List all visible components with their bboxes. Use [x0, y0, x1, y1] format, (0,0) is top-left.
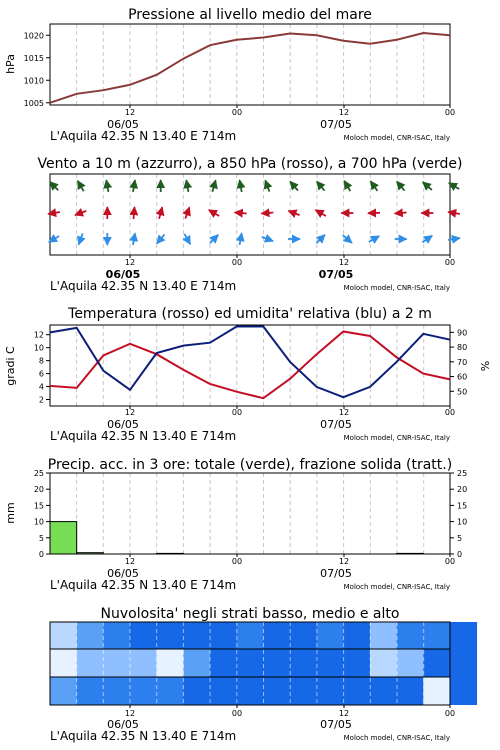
x-tick-label-1: 00 [231, 408, 243, 417]
wind-panel [37, 156, 462, 293]
humidity-y-ticks [450, 328, 467, 396]
wind-arrow-10m-3 [133, 233, 135, 245]
cloud-cell-alto-0 [50, 622, 77, 649]
x-tick-label-2: 12 [338, 108, 350, 117]
cloud-cell-alto-10 [317, 622, 344, 649]
x-tick-label-3: 00 [444, 108, 456, 117]
temperature-panel [4, 306, 492, 443]
pressure-x-ticks [125, 105, 455, 117]
y-tick-label-3: 1020 [23, 31, 44, 41]
wind-arrow-850hpa-7 [235, 213, 247, 214]
pressure-frame [50, 24, 450, 105]
cloud-cell-medio-8 [263, 649, 290, 677]
x-tick-label-3: 00 [444, 258, 456, 267]
cloud-cell-basso-12 [370, 677, 397, 705]
x-tick-label-0: 12 [124, 709, 136, 718]
cloud-cell-medio-4 [157, 649, 184, 677]
y-tick-label-0: 0 [38, 550, 44, 559]
wind-arrow-700hpa-9 [290, 181, 298, 190]
cloud-cell-alto-12 [370, 622, 397, 649]
wind-arrow-700hpa-10 [317, 181, 325, 190]
pressure-gridlines [77, 24, 424, 105]
wind-frame [50, 174, 450, 255]
wind-arrow-700hpa-6 [212, 180, 215, 192]
x-tick-label-3: 00 [444, 408, 456, 417]
pressure-date-1: 06/05 [107, 118, 139, 131]
temperature-credit: Moloch model, CNR-ISAC, Italy [343, 434, 450, 442]
cloud-cell-medio-9 [290, 649, 317, 677]
cloud-cell-basso-1 [77, 677, 104, 705]
y-tick-right-label-1: 5 [457, 533, 463, 543]
pressure-ylabel: hPa [4, 54, 17, 74]
pressure-location: L'Aquila 42.35 N 13.40 E 714m [50, 129, 237, 143]
cloud-cell-medio-0 [50, 649, 77, 677]
wind-arrow-850hpa-8 [261, 213, 273, 214]
cloud-cell-medio-11 [343, 649, 370, 677]
wind-arrow-700hpa-13 [397, 181, 405, 190]
y-tick-label-3: 8 [38, 356, 44, 366]
pressure-y-ticks [24, 31, 50, 108]
wind-gridlines [77, 174, 424, 255]
cloud-cell-basso-10 [317, 677, 344, 705]
y-tick-right-label-2: 70 [457, 357, 468, 367]
y-tick-label-2: 1015 [23, 53, 44, 63]
cloud-cell-alto-9 [290, 622, 317, 649]
precipitation-panel [4, 457, 467, 592]
cloud-cell-basso-4 [157, 677, 184, 705]
wind-arrow-850hpa-5 [185, 207, 189, 218]
cloud-cell-medio-5 [183, 649, 210, 677]
wind-arrow-10m-10 [316, 235, 325, 243]
cloud-cell-basso-0 [50, 677, 77, 705]
cloud-cell-basso-13 [397, 677, 424, 705]
wind-date-1: 06/05 [105, 268, 141, 281]
cloud-cell-medio-3 [130, 649, 157, 677]
cloud-cell-alto-11 [343, 622, 370, 649]
precipitation-date-1: 06/05 [107, 567, 139, 580]
wind-arrow-10m-5 [184, 234, 190, 244]
wind-arrow-700hpa-7 [240, 180, 242, 192]
cloud-cell-medio-10 [317, 649, 344, 677]
y-tick-right-label-4: 20 [457, 485, 468, 495]
wind-arrow-700hpa-12 [371, 181, 378, 191]
cloud-cell-basso-5 [183, 677, 210, 705]
wind-arrow-850hpa-13 [395, 213, 407, 214]
wind-arrow-700hpa-11 [344, 181, 350, 191]
x-tick-label-0: 12 [124, 258, 136, 267]
wind-location: L'Aquila 42.35 N 13.40 E 714m [50, 279, 237, 293]
wind-arrow-10m-6 [210, 235, 218, 243]
wind-arrows [48, 180, 460, 245]
y-tick-right-label-5: 25 [457, 469, 468, 478]
y-tick-right-label-3: 80 [457, 343, 468, 353]
precipitation-date-2: 07/05 [320, 567, 352, 580]
x-tick-label-3: 00 [444, 709, 456, 718]
x-tick-label-3: 00 [444, 557, 456, 566]
cloud-x-ticks [125, 705, 455, 718]
y-tick-label-2: 10 [33, 517, 44, 527]
cloud-cell-alto-3 [130, 622, 157, 649]
temperature-date-1: 06/05 [107, 418, 139, 431]
cloud-cell-basso-6 [210, 677, 237, 705]
temperature-frame [50, 325, 450, 406]
cloud-cell-basso-8 [263, 677, 290, 705]
wind-date-2: 07/05 [318, 268, 354, 281]
y-tick-right-label-0: 0 [457, 550, 463, 559]
pressure-credit: Moloch model, CNR-ISAC, Italy [343, 134, 450, 142]
cloud-cell-basso-14 [423, 677, 450, 705]
y-tick-label-0: 1005 [23, 98, 44, 108]
x-tick-label-1: 00 [231, 258, 243, 267]
cloud-cell-alto-15 [450, 622, 477, 649]
x-tick-label-0: 12 [124, 557, 136, 566]
precipitation-gridlines [77, 473, 424, 554]
humidity-ylabel: % [479, 360, 492, 372]
cloud-cell-medio-1 [77, 649, 104, 677]
x-tick-label-1: 00 [231, 557, 243, 566]
precipitation-credit: Moloch model, CNR-ISAC, Italy [343, 583, 450, 591]
precipitation-ylabel: mm [4, 502, 17, 524]
wind-arrow-700hpa-0 [50, 182, 58, 190]
cloud-cell-basso-7 [237, 677, 264, 705]
x-tick-label-1: 00 [231, 108, 243, 117]
cloud-cell-basso-15 [450, 677, 477, 705]
cloud-cell-basso-11 [343, 677, 370, 705]
wind-x-ticks [125, 255, 455, 267]
cloud-cell-medio-13 [397, 649, 424, 677]
x-tick-label-2: 12 [338, 709, 350, 718]
y-tick-right-label-1: 60 [457, 372, 468, 382]
cloud-title: Nuvolosita' negli strati basso, medio e alto [100, 606, 400, 622]
y-tick-label-5: 12 [33, 330, 44, 340]
temperature-y-ticks [34, 331, 50, 405]
cloud-cell-basso-3 [130, 677, 157, 705]
cloud-cell-medio-15 [450, 649, 477, 677]
y-tick-right-label-3: 15 [457, 501, 468, 511]
wind-arrow-700hpa-1 [78, 181, 84, 191]
cloud-cell-medio-2 [103, 649, 130, 677]
y-tick-right-label-2: 10 [457, 517, 468, 527]
y-tick-label-0: 2 [38, 395, 44, 405]
cloud-cell-alto-5 [183, 622, 210, 649]
wind-arrow-850hpa-3 [134, 207, 135, 219]
y-tick-right-label-0: 50 [457, 387, 468, 397]
cloud-cell-alto-6 [210, 622, 237, 649]
wind-arrow-700hpa-5 [186, 180, 188, 192]
cloud-cell-alto-1 [77, 622, 104, 649]
y-tick-label-1: 5 [38, 533, 44, 543]
wind-arrow-700hpa-8 [265, 180, 269, 191]
pressure-panel [4, 7, 455, 143]
x-tick-label-0: 12 [124, 408, 136, 417]
x-tick-label-2: 12 [338, 557, 350, 566]
temperature-line [50, 332, 450, 399]
x-tick-label-1: 00 [231, 709, 243, 718]
precipitation-bar-0 [50, 522, 77, 554]
temperature-title: Temperatura (rosso) ed umidita' relativa (blu) a 2 m [68, 306, 432, 322]
wind-arrow-850hpa-4 [159, 207, 162, 219]
temperature-location: L'Aquila 42.35 N 13.40 E 714m [50, 429, 237, 443]
x-tick-label-2: 12 [338, 408, 350, 417]
cloud-cell-alto-7 [237, 622, 264, 649]
cloud-location: L'Aquila 42.35 N 13.40 E 714m [50, 729, 237, 743]
cloud-cell-alto-14 [423, 622, 450, 649]
y-tick-label-4: 20 [33, 485, 44, 495]
humidity-line [50, 327, 450, 398]
precipitation-x-ticks [125, 554, 455, 566]
pressure-line [50, 33, 450, 103]
wind-arrow-10m-4 [157, 234, 165, 243]
temperature-series [50, 327, 450, 399]
cloud-cell-basso-9 [290, 677, 317, 705]
cloud-cell-medio-14 [423, 649, 450, 677]
cloud-cell-medio-6 [210, 649, 237, 677]
cloud-cell-medio-12 [370, 649, 397, 677]
y-tick-right-label-4: 90 [457, 328, 468, 338]
y-tick-label-2: 6 [38, 369, 44, 379]
wind-arrow-10m-1 [79, 233, 83, 244]
wind-title: Vento a 10 m (azzurro), a 850 hPa (rosso), a 700 hPa (verde) [37, 156, 463, 172]
x-tick-label-0: 12 [124, 108, 136, 117]
cloud-cell-alto-2 [103, 622, 130, 649]
y-tick-label-3: 15 [33, 501, 44, 511]
pressure-title: Pressione al livello medio del mare [128, 7, 372, 23]
wind-arrow-700hpa-2 [106, 180, 108, 192]
wind-arrow-700hpa-3 [133, 180, 135, 192]
pressure-date-2: 07/05 [320, 118, 352, 131]
y-tick-label-1: 1010 [23, 76, 44, 86]
cloud-cell-basso-2 [103, 677, 130, 705]
cloud-date-2: 07/05 [320, 718, 352, 731]
y-tick-label-5: 25 [33, 469, 44, 478]
temperature-date-2: 07/05 [320, 418, 352, 431]
cloud-cell-alto-8 [263, 622, 290, 649]
precipitation-y-ticks [34, 469, 467, 559]
cloud-date-1: 06/05 [107, 718, 139, 731]
precipitation-location: L'Aquila 42.35 N 13.40 E 714m [50, 578, 237, 592]
pressure-series [50, 33, 450, 103]
cloud-cell-alto-4 [157, 622, 184, 649]
y-tick-label-4: 10 [33, 343, 44, 353]
wind-arrow-10m-7 [240, 233, 242, 245]
cloud-cell-medio-7 [237, 649, 264, 677]
wind-credit: Moloch model, CNR-ISAC, Italy [343, 284, 450, 292]
temperature-ylabel: gradi C [4, 346, 17, 386]
y-tick-label-1: 4 [38, 382, 44, 392]
cloud-cell-alto-13 [397, 622, 424, 649]
precipitation-title: Precip. acc. in 3 ore: totale (verde), frazione solida (tratt.) [47, 457, 453, 473]
x-tick-label-2: 12 [338, 258, 350, 267]
precipitation-frame [50, 473, 450, 554]
cloud-credit: Moloch model, CNR-ISAC, Italy [343, 734, 450, 742]
cloud-panel [50, 606, 477, 743]
temperature-x-ticks [125, 406, 455, 417]
